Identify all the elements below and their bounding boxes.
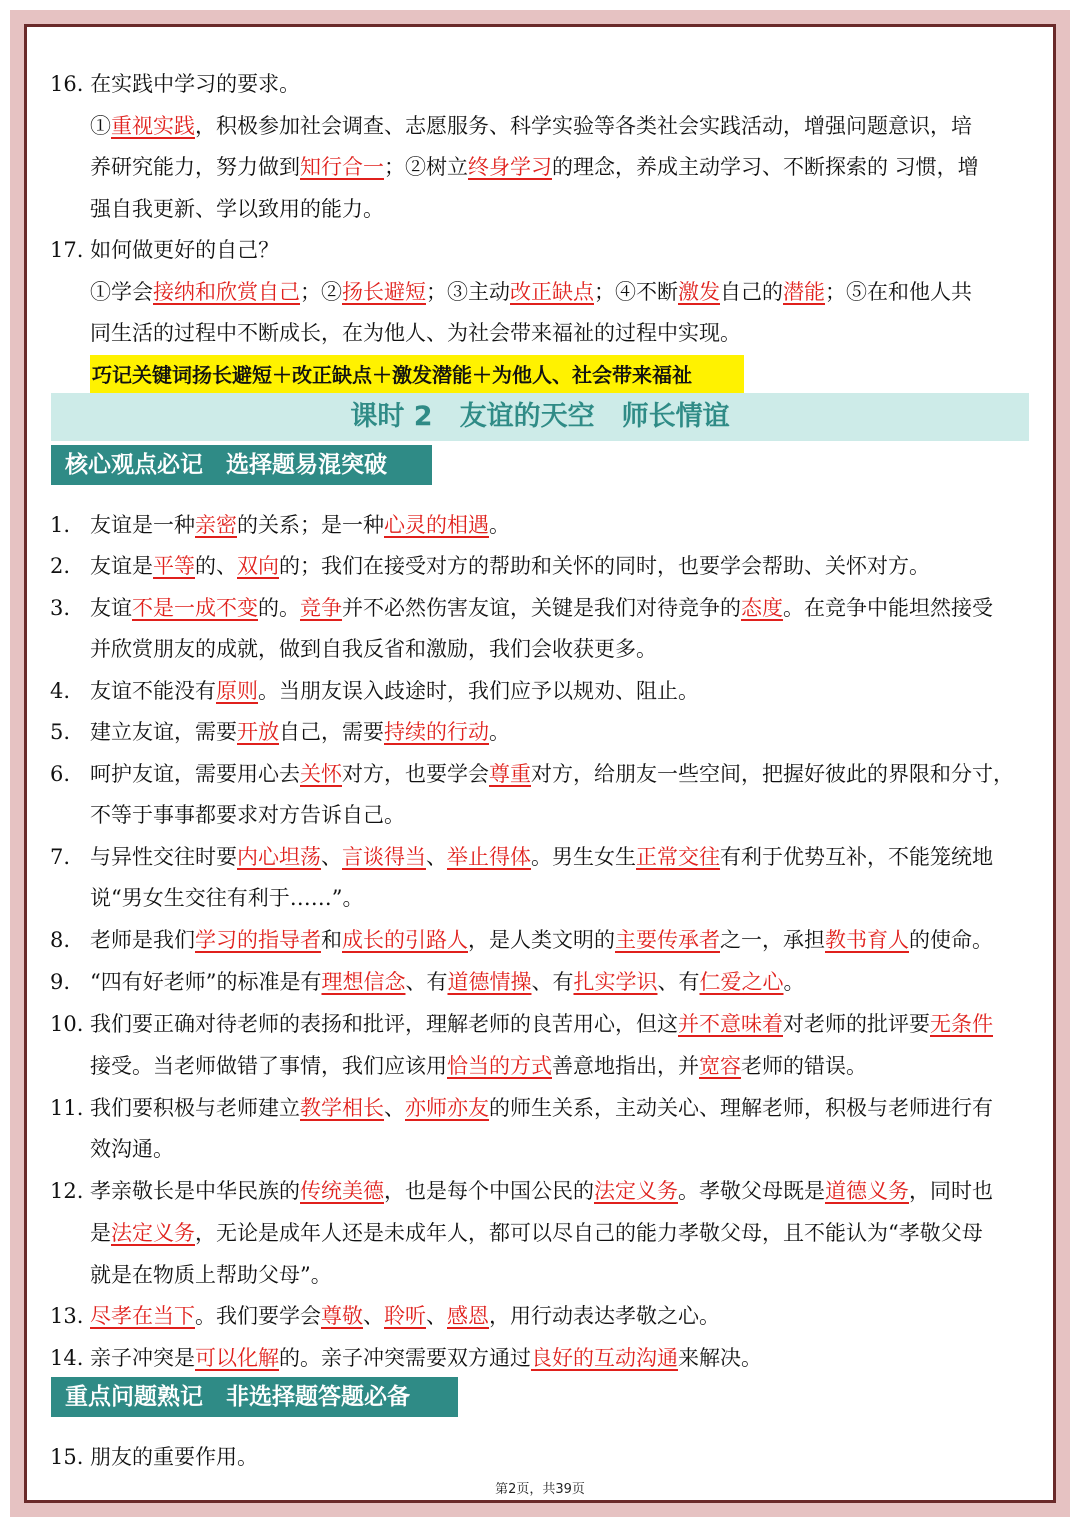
text-segment: 。 (489, 513, 510, 537)
item-10-line1 (90, 1004, 993, 1046)
text-segment: 呵护友谊，需要用心去 (90, 762, 300, 786)
text-segment: 亲子冲突是 (90, 1346, 195, 1370)
item-4-num: 4. (50, 679, 71, 703)
text-segment: ；②树立 (384, 155, 468, 179)
keyword-highlight: 尊敬 (321, 1304, 363, 1328)
item-13-line1 (90, 1296, 720, 1338)
keyword-highlight: 传统美德 (300, 1179, 384, 1203)
keyword-highlight: 内心坦荡 (237, 845, 321, 869)
text-segment: ；⑤在和他人共 (825, 280, 972, 304)
keyword-highlight: 扬长避短 (342, 280, 426, 304)
item-7-num: 7. (50, 845, 71, 869)
text-segment: 友谊是一种 (90, 513, 195, 537)
q17-title: 17. 如何做更好的自己？ (50, 238, 280, 262)
keyword-highlight: 持续的行动 (384, 720, 489, 744)
text-segment: “四有好老师”的标准是有 (90, 970, 322, 994)
item-8-line1 (90, 920, 993, 962)
keyword-highlight: 扎实学识 (573, 970, 658, 994)
text-segment: ，同时也 (909, 1179, 993, 1203)
item-14-num: 14. (50, 1346, 84, 1370)
item-6-line1 (90, 754, 1014, 796)
text-segment: ，是人类文明的 (468, 928, 615, 952)
keyword-highlight: 开放 (237, 720, 279, 744)
text-segment: 我们要正确对待老师的表扬和批评，理解老师的良苦用心，但这 (90, 1012, 678, 1036)
text-segment: 孝亲敬长是中华民族的 (90, 1179, 300, 1203)
q16-line1 (90, 106, 972, 148)
text-segment: 。 (783, 970, 805, 994)
item-10-line2 (90, 1046, 867, 1088)
text-segment: ；③主动 (426, 280, 510, 304)
keyword-highlight: 举止得体 (447, 845, 531, 869)
section-heading-core: 核心观点必记 选择题易混突破 (51, 445, 432, 485)
q17-line1 (90, 272, 972, 314)
text-segment: 的。亲子冲突需要双方通过 (279, 1346, 531, 1370)
text-segment: 。孝敬父母既是 (678, 1179, 825, 1203)
text-segment: 自己的 (720, 280, 783, 304)
keyword-highlight: 聆听 (384, 1304, 426, 1328)
keyword-highlight: 道德情操 (447, 970, 532, 994)
keyword-highlight: 平等 (153, 554, 195, 578)
item-14-line1 (90, 1338, 762, 1380)
item-12-line2 (90, 1213, 983, 1255)
text-segment: 、 (384, 1096, 405, 1120)
text-segment: 的理念，养成主动学习、不断探索的 习惯，增 (552, 155, 979, 179)
item-1-line1 (90, 505, 510, 547)
keyword-highlight: 宽容 (699, 1054, 741, 1078)
text-segment: 、 (426, 845, 447, 869)
text-segment: 的使命。 (909, 928, 993, 952)
item-11-line1 (90, 1088, 993, 1130)
item-13-num: 13. (50, 1304, 84, 1328)
text-segment: 建立友谊，需要 (90, 720, 237, 744)
text-segment: 和 (321, 928, 342, 952)
text-segment: 的；我们在接受对方的帮助和关怀的同时，也要学会帮助、关怀对方。 (279, 554, 930, 578)
item-15-num: 15. (50, 1445, 84, 1469)
keyword-highlight: 法定义务 (111, 1221, 195, 1245)
text-segment: ；④不断 (594, 280, 678, 304)
keyword-highlight: 恰当的方式 (447, 1054, 552, 1078)
item-3-line2: 并欣赏朋友的成就，做到自我反省和激励，我们会收获更多。 (90, 637, 657, 661)
keyword-highlight: 教书育人 (825, 928, 909, 952)
text-segment: 老师的错误。 (741, 1054, 867, 1078)
text-segment: 养研究能力，努力做到 (90, 155, 300, 179)
text-segment: 对老师的批评要 (783, 1012, 930, 1036)
keyword-highlight: 理想信念 (321, 970, 406, 994)
keyword-highlight: 潜能 (783, 280, 825, 304)
keyword-highlight: 正常交往 (636, 845, 720, 869)
text-segment: 、有 (657, 970, 700, 994)
item-8-num: 8. (50, 928, 71, 952)
text-segment: ①学会 (90, 280, 153, 304)
text-segment: 自己，需要 (279, 720, 384, 744)
text-segment: 的师生关系，主动关心、理解老师，积极与老师进行有 (489, 1096, 993, 1120)
keyword-highlight: 尊重 (489, 762, 531, 786)
item-11-line2: 效沟通。 (90, 1137, 174, 1161)
text-segment: 接受。当老师做错了事情，我们应该用 (90, 1054, 447, 1078)
keyword-highlight: 关怀 (300, 762, 342, 786)
text-segment: 友谊 (90, 596, 132, 620)
text-segment: 。在竞争中能坦然接受 (783, 596, 993, 620)
keyword-highlight: 主要传承者 (615, 928, 720, 952)
keyword-highlight: 言谈得当 (342, 845, 426, 869)
text-segment: 有利于优势互补，不能笼统地 (720, 845, 993, 869)
item-11-num: 11. (50, 1096, 84, 1120)
keyword-highlight: 无条件 (930, 1012, 993, 1036)
text-segment: 、有 (531, 970, 574, 994)
item-5-line1 (90, 712, 510, 754)
keyword-highlight: 并不意味着 (678, 1012, 783, 1036)
keyword-highlight: 激发 (678, 280, 720, 304)
text-segment: 对方，也要学会 (342, 762, 489, 786)
keyword-highlight: 终身学习 (468, 155, 552, 179)
text-segment: 对方，给朋友一些空间，把握好彼此的界限和分寸， (531, 762, 1014, 786)
keyword-highlight: 感恩 (447, 1304, 489, 1328)
text-segment: ，用行动表达孝敬之心。 (489, 1304, 720, 1328)
text-segment: 之一，承担 (720, 928, 825, 952)
keyword-highlight: 双向 (237, 554, 279, 578)
item-7-line1 (90, 837, 993, 879)
item-2-line1 (90, 546, 930, 588)
q16-title: 16. 在实践中学习的要求。 (50, 72, 301, 96)
keyword-highlight: 不是一成不变 (132, 596, 258, 620)
item-12-num: 12. (50, 1179, 84, 1203)
item-6-num: 6. (50, 762, 71, 786)
text-segment: 友谊是 (90, 554, 153, 578)
item-9-line1 (90, 962, 804, 1004)
text-segment: 是 (90, 1221, 111, 1245)
item-3-num: 3. (50, 596, 71, 620)
text-segment: 的、 (195, 554, 237, 578)
text-segment: 。男生女生 (531, 845, 636, 869)
text-segment: 、 (321, 845, 342, 869)
lesson-title: 课时 2 友谊的天空 师长情谊 (51, 393, 1029, 441)
text-segment: 。 (489, 720, 510, 744)
item-12-line1 (90, 1171, 993, 1213)
item-10-num: 10. (50, 1012, 84, 1036)
text-segment: 、 (363, 1304, 384, 1328)
keyword-highlight: 学习的指导者 (195, 928, 321, 952)
keyword-highlight: 尽孝在当下 (90, 1304, 195, 1328)
text-segment: 的关系；是一种 (237, 513, 384, 537)
item-2-num: 2. (50, 554, 71, 578)
text-segment: ，也是每个中国公民的 (384, 1179, 594, 1203)
text-segment: ，积极参加社会调查、志愿服务、科学实验等各类社会实践活动，增强问题意识，培 (195, 114, 972, 138)
item-6-line2: 不等于事事都要求对方告诉自己。 (90, 803, 405, 827)
keyword-highlight: 原则 (216, 679, 258, 703)
text-segment: 我们要积极与老师建立 (90, 1096, 300, 1120)
keyword-highlight: 亦师亦友 (405, 1096, 489, 1120)
text-segment: 、有 (405, 970, 448, 994)
text-segment: 老师是我们 (90, 928, 195, 952)
mnemonic-highlight: 巧记关键词扬长避短＋改正缺点＋激发潜能＋为他人、社会带来福祉 (90, 355, 744, 395)
keyword-highlight: 成长的引路人 (342, 928, 468, 952)
keyword-highlight: 仁爱之心 (699, 970, 784, 994)
item-1-num: 1. (50, 513, 71, 537)
keyword-highlight: 道德义务 (825, 1179, 909, 1203)
text-segment: 的。 (258, 596, 300, 620)
keyword-highlight: 知行合一 (300, 155, 384, 179)
keyword-highlight: 可以化解 (195, 1346, 279, 1370)
text-segment: 善意地指出，并 (552, 1054, 699, 1078)
keyword-highlight: 良好的互动沟通 (531, 1346, 678, 1370)
item-12-line3: 就是在物质上帮助父母”。 (90, 1263, 332, 1287)
keyword-highlight: 态度 (741, 596, 783, 620)
text-segment: ；② (300, 280, 342, 304)
keyword-highlight: 教学相长 (300, 1096, 384, 1120)
keyword-highlight: 法定义务 (594, 1179, 678, 1203)
item-3-line1 (90, 588, 993, 630)
item-5-num: 5. (50, 720, 71, 744)
section-heading-key: 重点问题熟记 非选择题答题必备 (51, 1377, 458, 1417)
text-segment: ，无论是成年人还是未成年人，都可以尽自己的能力孝敬父母，且不能认为“孝敬父母 (195, 1221, 983, 1245)
item-4-line1 (90, 671, 699, 713)
text-segment: 来解决。 (678, 1346, 762, 1370)
text-segment: 、 (426, 1304, 447, 1328)
text-segment: 与异性交往时要 (90, 845, 237, 869)
text-segment: 。我们要学会 (195, 1304, 321, 1328)
text-segment: 并不必然伤害友谊，关键是我们对待竞争的 (342, 596, 741, 620)
keyword-highlight: 接纳和欣赏自己 (153, 280, 300, 304)
q16-line3: 强自我更新、学以致用的能力。 (90, 197, 384, 221)
keyword-highlight: 重视实践 (111, 114, 195, 138)
item-9-num: 9. (50, 970, 71, 994)
q16-line2 (90, 147, 979, 189)
text-segment: 。当朋友误入歧途时，我们应予以规劝、阻止。 (258, 679, 699, 703)
text-segment: 友谊不能没有 (90, 679, 216, 703)
keyword-highlight: 改正缺点 (510, 280, 594, 304)
q17-line2: 同生活的过程中不断成长，在为他人、为社会带来福祉的过程中实现。 (90, 321, 741, 345)
page-footer: 第2页，共39页 (495, 1482, 585, 1497)
text-segment: ① (90, 114, 111, 138)
keyword-highlight: 竞争 (300, 596, 342, 620)
item-7-line2: 说“男女生交往有利于……”。 (90, 886, 364, 910)
keyword-highlight: 心灵的相遇 (384, 513, 489, 537)
item-15-text: 朋友的重要作用。 (90, 1445, 258, 1469)
keyword-highlight: 亲密 (195, 513, 237, 537)
